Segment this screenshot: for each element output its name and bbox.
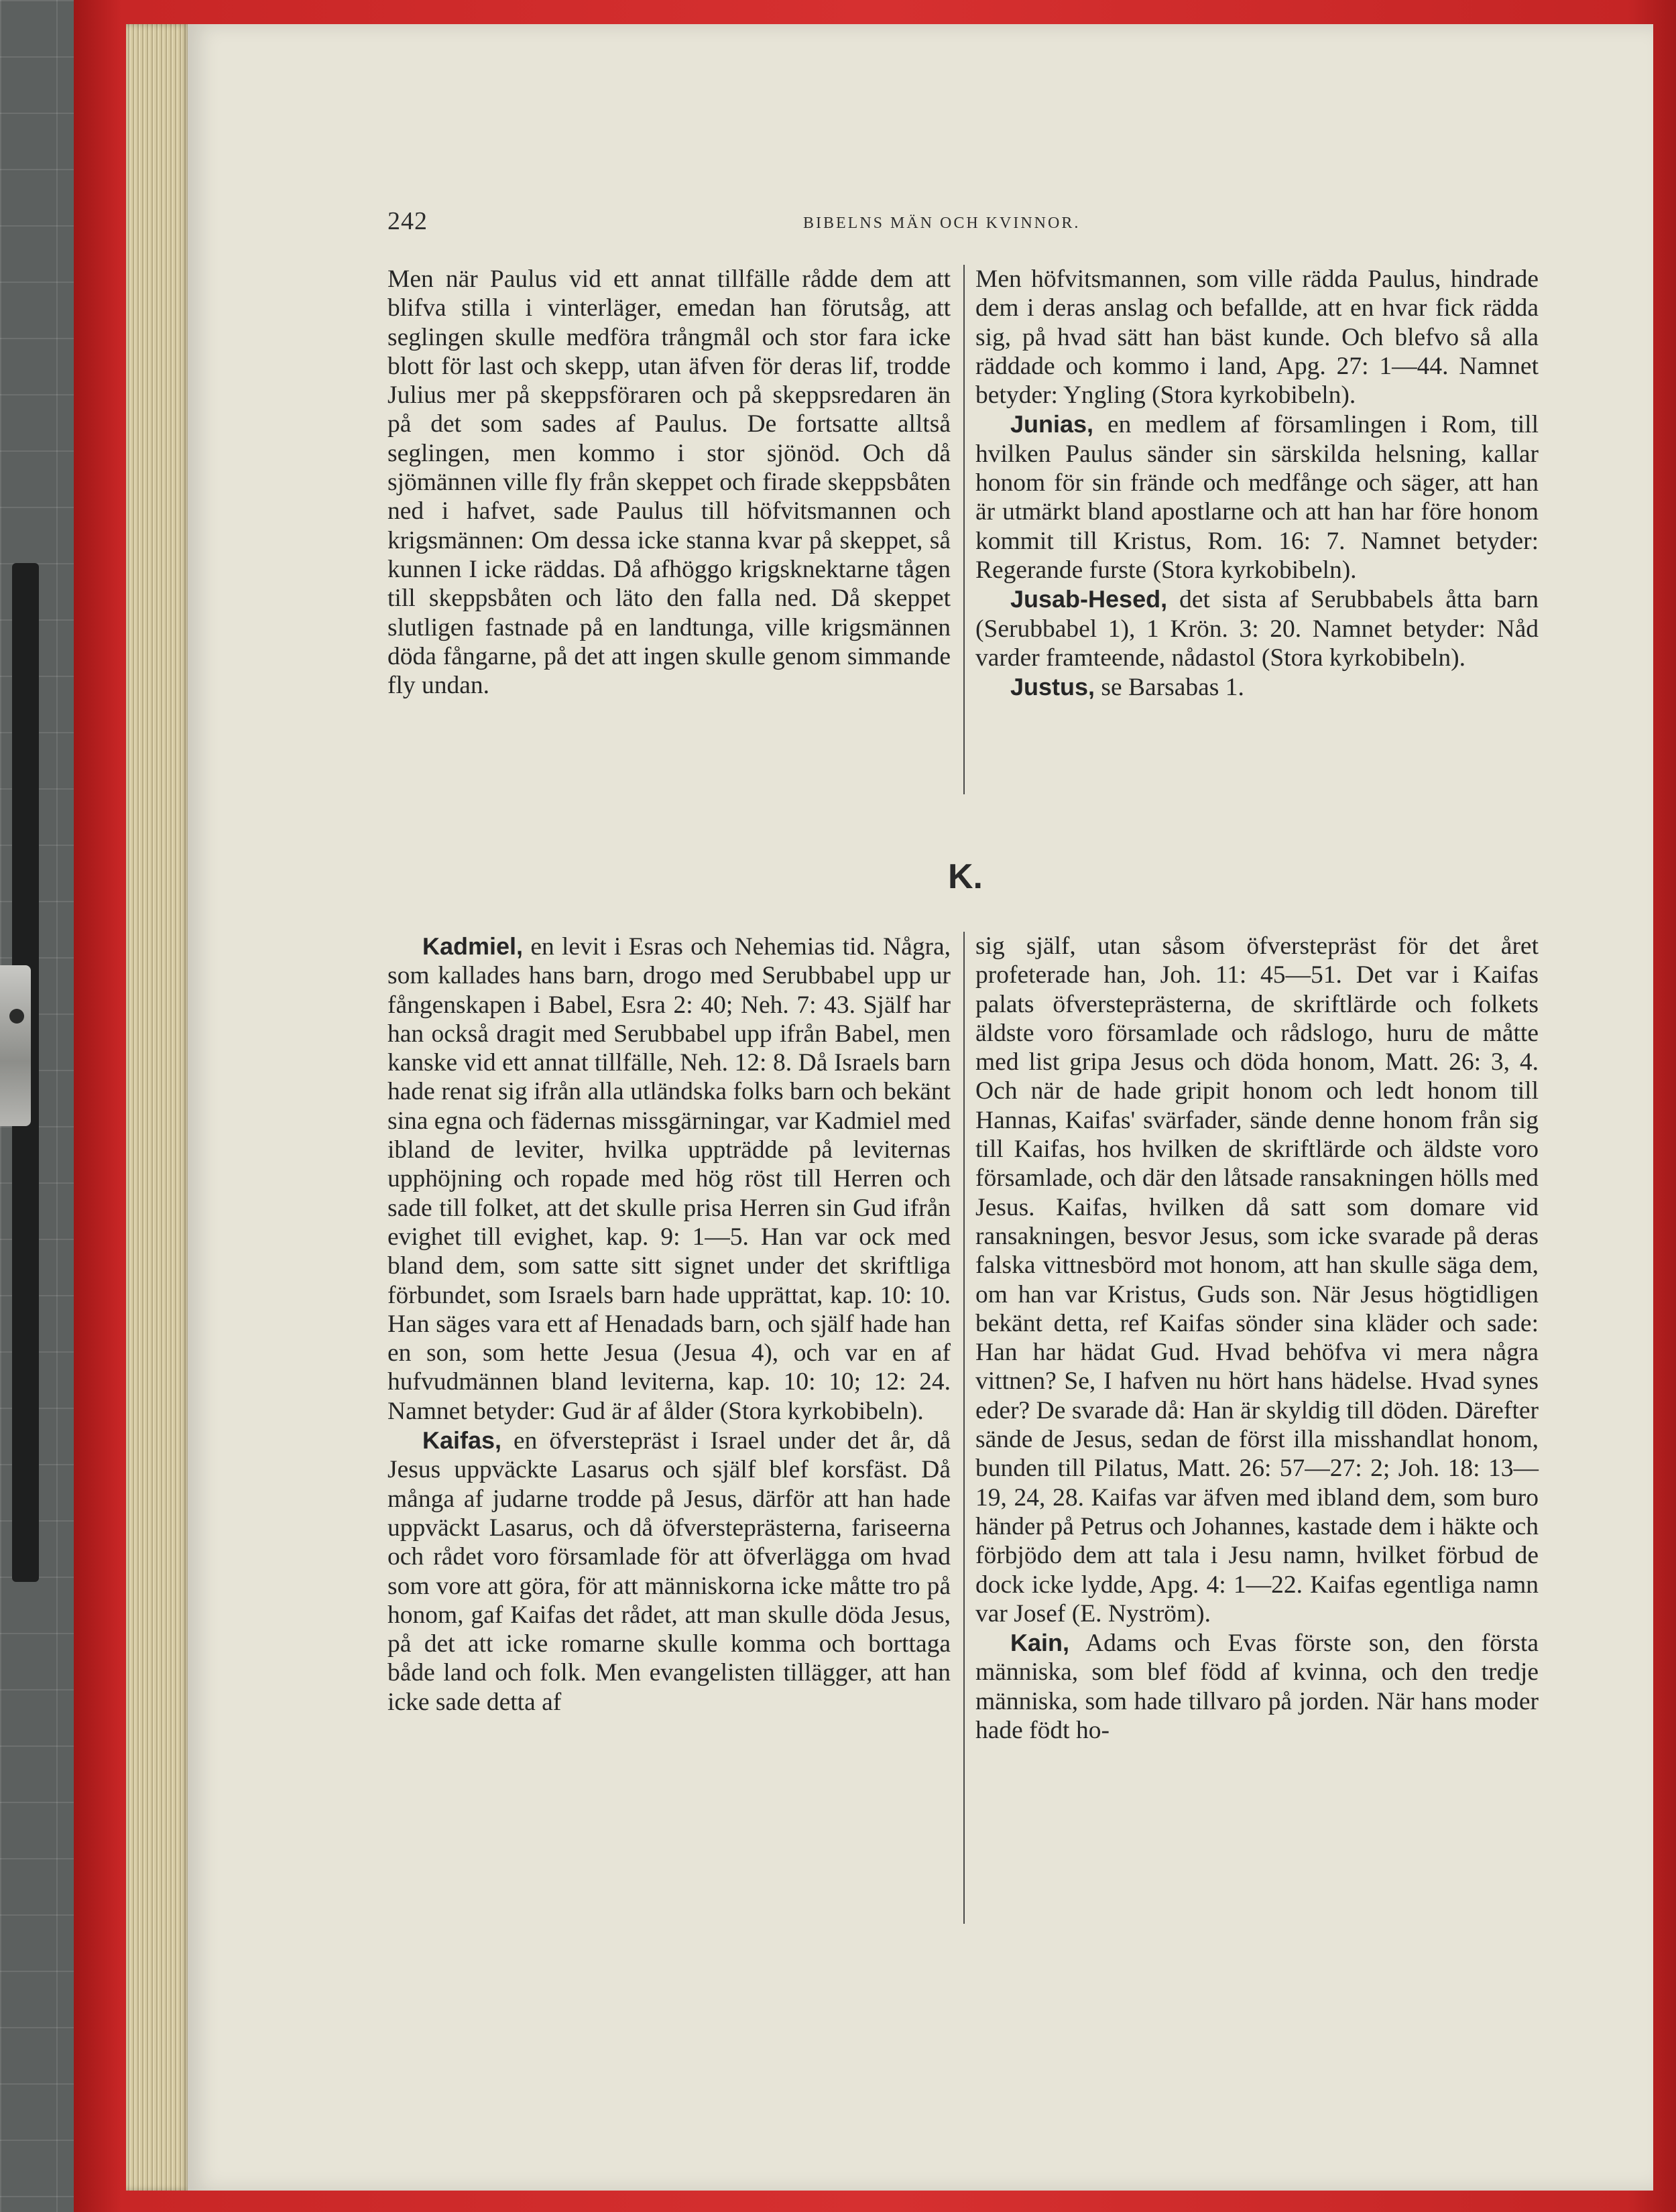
- column-rule-bottom: [963, 932, 965, 1924]
- paragraph-continuation: Men höfvitsmannen, som ville rädda Paulus, hindrade dem i deras anslag och befallde, att en hvar fick rädda sig, på hvad sätt han bäst kunde. Och blefvo så alla räddade och kommo i land, Apg. 27: 1—44. Namnet betyder: Yngling (Stora kyrkobibeln).: [975, 265, 1539, 410]
- scanner-clip: [0, 965, 31, 1126]
- headword: Justus,: [1010, 673, 1095, 701]
- headword: Kaifas,: [422, 1426, 502, 1455]
- headword: Kadmiel,: [422, 932, 524, 960]
- entry-text: en levit i Esras och Nehemias tid. Några, som kallades hans barn, drogo med Serubbabel upp ur fångenskapen i Babel, Esra 2: 40; Neh. 7: 43. Själf har han också dragit med Serubbabel upp ifrån Babel, men kanske vid ett annat tillfälle, Neh. 12: 8. Då Israels barn hade renat sig ifrån alla utländska folks barn och bekänt sina egna och fädernas missgärningar, var Kadmiel med ibland de leviter, hvilka uppträdde på leviternas upphöjning och ropade med hög röst till Herren och sade till folket, att det skulle prisa Herren sin Gud ifrån evighet till evighet, kap. 9: 1—5. Han var ock med bland dem, som satte sitt signet under det skriftliga förbundet, som Israels barn hade upprättat, kap. 10: 10. Han säges vara ett af Henadads barn, och själf hade han en son, som hette Jesua (Jesua 4), och var en af hufvudmännen bland leviterna, kap. 10: 10; 12: 24. Namnet betyder: Gud är af ålder (Stora kyrkobibeln).: [387, 933, 951, 1425]
- entry-text: en medlem af församlingen i Rom, till hvilken Paulus sänder sin särskilda helsning, kallar honom för sin frände och medfånge och säger, att han är utmärkt bland apostlarne och att han har före honom kommit till Kristus, Rom. 16: 7. Namnet betyder: Regerande furste (Stora kyrkobibeln).: [975, 411, 1539, 584]
- entry-junias: [975, 410, 1539, 585]
- section-letter: K.: [948, 857, 983, 896]
- running-title: BIBELNS MÄN OCH KVINNOR.: [803, 214, 1081, 232]
- headword: Jusab-Hesed,: [1010, 585, 1168, 613]
- entry-justus: [975, 672, 1539, 702]
- entry-text: en öfverstepräst i Israel under det år, då Jesus uppväckte Lasarus och själf blef korsfäst. Då många af judarne trodde på Jesus, därför att han hade uppväckt Lasarus, och då öfversteprästerna, fariseerna och rådet voro församlade för att öfverlägga om hvad som vore att göra, för att människorna icke måtte tro på honom, gaf Kaifas det rådet, att man skulle döda Jesus, på det att icke romarne skulle komma och borttaga både land och folk. Men evangelisten tillägger, att han icke sade detta af: [387, 1427, 951, 1716]
- page-header: [387, 206, 1537, 236]
- page-number: 242: [387, 207, 428, 235]
- page-edges: [126, 24, 190, 2191]
- headword: Junias,: [1010, 410, 1094, 438]
- entry-text: Adams och Evas förste son, den första människa, som blef född af kvinna, och den tredje människa, som hade tillvaro på jorden. När hans moder hade födt ho-: [975, 1630, 1539, 1745]
- column-top-left: [387, 265, 951, 700]
- entry-text: se Barsabas 1.: [1095, 674, 1244, 702]
- clip-hole: [9, 1009, 24, 1024]
- paragraph-continuation: sig själf, utan såsom öfverstepräst för det året profeterade han, Joh. 11: 45—51. Det var i Kaifas palats öfversteprästerna, de skriftlärde och folkets äldste voro församlade och rådslogo, huru de måtte med list gripa Jesus och döda honom, Matt. 26: 3, 4. Och när de hade gripit honom och ledt honom till Hannas, Kaifas' svärfader, sände denne honom från sig till Kaifas, hos hvilken de skriftlärde och äldste voro församlade, och där den låtsade ransakningen hölls med Jesus. Kaifas, hvilken då satt som domare vid ransakningen, besvor Jesus, som icke svarade på deras falska vittnesbörd mot honom, att han skulle säga dem, om han var Kristus, Guds son. När Jesus högtidligen bekänt detta, ref Kaifas sönder sina kläder och sade: Han har hädat Gud. Hvad behöfva vi mera några vittnen? Se, I hafven nu hört hans hädelse. Hvad synes eder? De svarade då: Han är skyldig till döden. Därefter sände de Jesus, sedan de först illa misshandlat honom, bunden till Pilatus, Matt. 26: 57—27: 2; Joh. 18: 13—19, 24, 28. Kaifas var äfven med ibland dem, som buro händer på Petrus och Johannes, kastade dem i häkte och förbjödo dem att tala i Jesu namn, hvilket förbud de dock icke lydde, Apg. 4: 1—22. Kaifas egentliga namn var Josef (E. Nyström).: [975, 932, 1539, 1627]
- column-bottom-right: [975, 932, 1539, 1745]
- entry-kaifas: [387, 1426, 951, 1717]
- entry-kadmiel: [387, 932, 951, 1426]
- paragraph-continuation: Men när Paulus vid ett annat tillfälle rådde dem att blifva stilla i vinterläger, emedan han förutsåg, att seglingen skulle medföra trångmål och stor fara icke blott för last och skepp, utan äfven för deras lif, trodde Julius mer på skeppsföraren och på skeppsredaren än på det som sades af Paulus. De fortsatte alltså seglingen, men kommo i stor sjönöd. Och då sjömännen ville fly från skeppet och firade skeppsbåten ned i hafvet, sade Paulus till höfvitsmannen och krigsmännen: Om dessa icke stanna kvar på skeppet, så kunnen I icke räddas. Då afhöggo krigsknektarne tågen till skeppsbåten och läto den falla ned. Då skeppet slutligen fastnade på en landtunga, ville krigsmännen döda fångarne, på det att ingen skulle genom simmande fly undan.: [387, 265, 951, 700]
- entry-text: det sista af Serubbabels åtta barn (Serubbabel 1), 1 Krön. 3: 20. Namnet betyder: Nåd varder framteende, nådastol (Stora kyrkobibeln).: [975, 586, 1539, 672]
- column-top-right: [975, 265, 1539, 702]
- entry-kain: [975, 1628, 1539, 1745]
- column-rule-top: [963, 265, 965, 794]
- headword: Kain,: [1010, 1629, 1070, 1657]
- column-bottom-left: [387, 932, 951, 1717]
- entry-jusab-hesed: [975, 585, 1539, 672]
